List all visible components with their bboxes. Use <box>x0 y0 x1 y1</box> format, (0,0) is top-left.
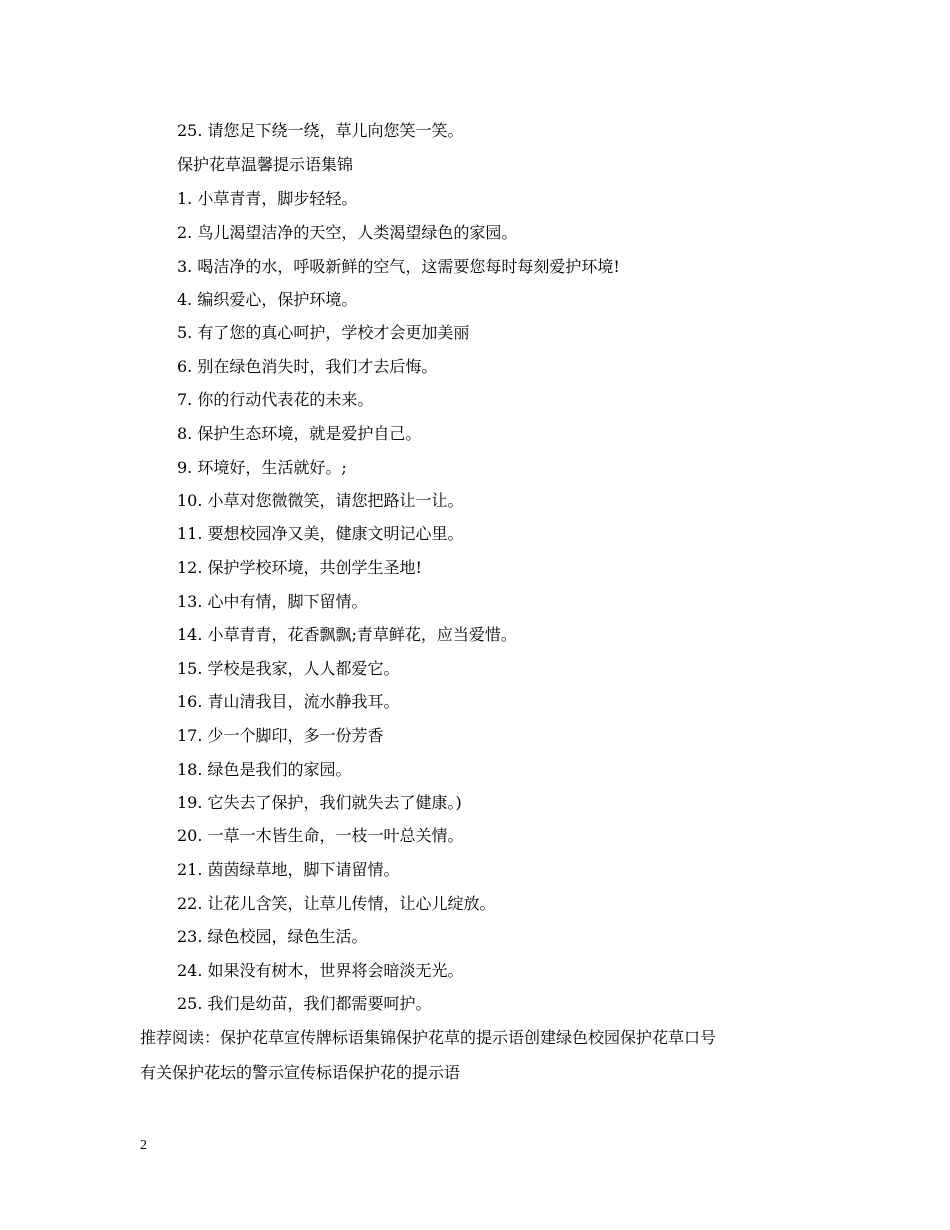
list-item: 7. 你的行动代表花的未来。 <box>177 390 374 409</box>
list-item: 17. 少一个脚印，多一份芳香 <box>177 726 384 745</box>
list-item: 13. 心中有情，脚下留情。 <box>177 592 368 611</box>
list-item: 23. 绿色校园，绿色生活。 <box>177 927 368 946</box>
list-item: 25. 我们是幼苗，我们都需要呵护。 <box>177 994 432 1013</box>
page-number: 2 <box>140 1138 147 1153</box>
list-item: 4. 编织爱心，保护环境。 <box>177 290 358 309</box>
list-item: 19. 它失去了保护，我们就失去了健康。) <box>177 793 462 812</box>
list-item: 9. 环境好，生活就好。; <box>177 458 347 477</box>
list-item: 3. 喝洁净的水，呼吸新鲜的空气，这需要您每时每刻爱护环境! <box>177 257 620 276</box>
list-item: 24. 如果没有树木，世界将会暗淡无光。 <box>177 961 464 980</box>
list-item: 12. 保护学校环境，共创学生圣地! <box>177 558 422 577</box>
recommended-reading-continued: 有关保护花坛的警示宣传标语保护花的提示语 <box>140 1063 461 1082</box>
recommended-reading: 推荐阅读：保护花草宣传牌标语集锦保护花草的提示语创建绿色校园保护花草口号 <box>140 1028 717 1047</box>
list-item: 6. 别在绿色消失时，我们才去后悔。 <box>177 357 438 376</box>
list-item: 21. 茵茵绿草地，脚下请留情。 <box>177 860 400 879</box>
section-heading: 保护花草温馨提示语集锦 <box>177 155 354 174</box>
list-item: 16. 青山清我目，流水静我耳。 <box>177 692 400 711</box>
list-item: 14. 小草青青，花香飘飘;青草鲜花，应当爱惜。 <box>177 625 517 644</box>
list-item: 22. 让花儿含笑，让草儿传情，让心儿绽放。 <box>177 894 496 913</box>
list-item: 11. 要想校园净又美，健康文明记心里。 <box>177 524 464 543</box>
list-item: 2. 鸟儿渴望洁净的天空，人类渴望绿色的家园。 <box>177 223 518 242</box>
list-item: 5. 有了您的真心呵护，学校才会更加美丽 <box>177 323 470 342</box>
text-line: 25. 请您足下绕一绕，草儿向您笑一笑。 <box>177 121 464 140</box>
list-item: 20. 一草一木皆生命，一枝一叶总关情。 <box>177 826 464 845</box>
list-item: 10. 小草对您微微笑，请您把路让一让。 <box>177 491 464 510</box>
list-item: 18. 绿色是我们的家园。 <box>177 760 352 779</box>
list-item: 1. 小草青青，脚步轻轻。 <box>177 189 358 208</box>
list-item: 8. 保护生态环境，就是爱护自己。 <box>177 424 422 443</box>
list-item: 15. 学校是我家，人人都爱它。 <box>177 659 400 678</box>
